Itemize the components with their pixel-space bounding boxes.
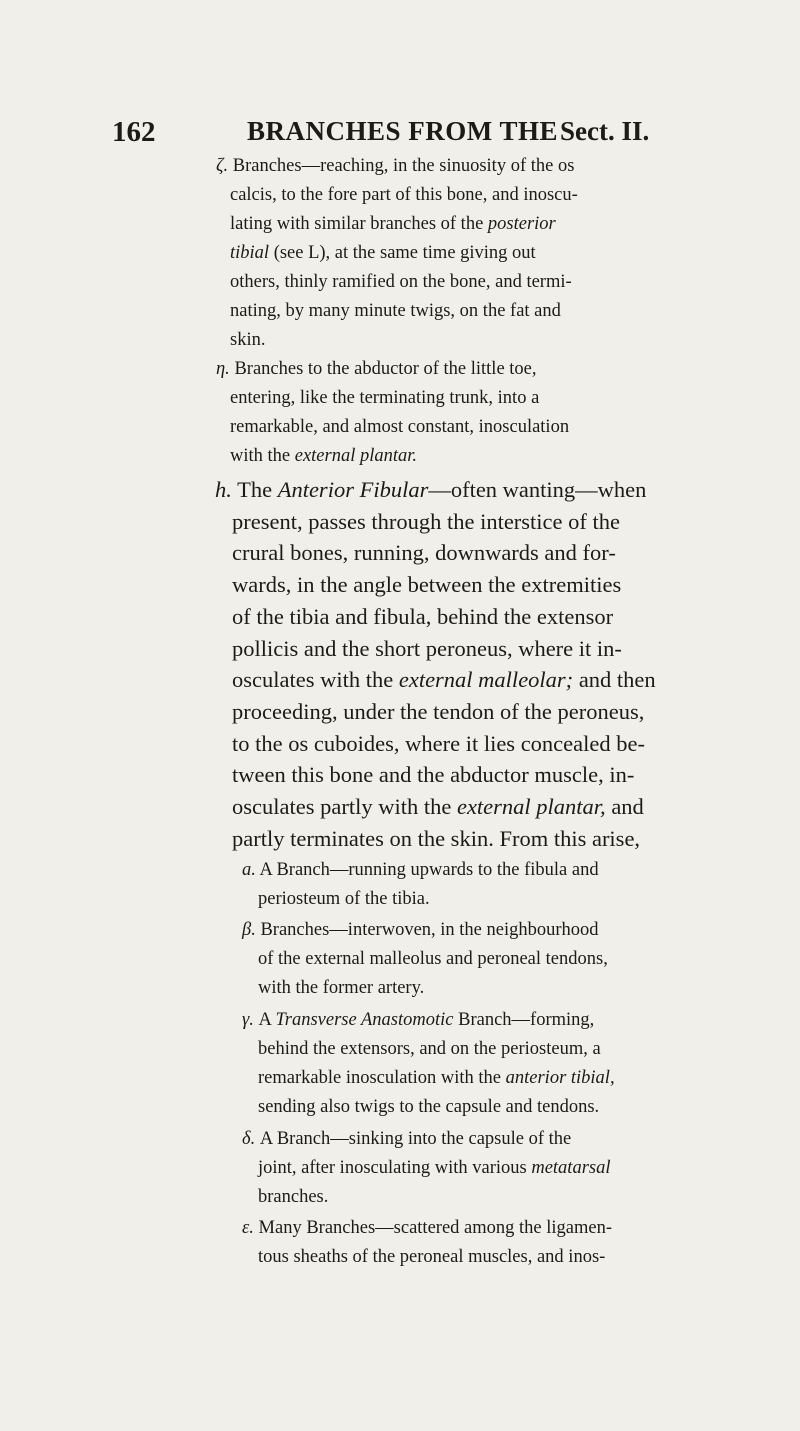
- paragraph-marker: η.: [216, 359, 230, 379]
- paragraph-delta: δ. A Branch—sinking into the capsule of the joint, after inosculating with various metatarsal branches.: [242, 1129, 611, 1207]
- paragraph-marker: δ.: [242, 1129, 256, 1149]
- paragraph-epsilon: ε. Many Branches—scattered among the ligamen- tous sheaths of the peroneal muscles, and inos-: [242, 1218, 612, 1267]
- paragraph-marker: h.: [215, 477, 232, 502]
- section-label: Sect. II.: [560, 116, 650, 146]
- paragraph-zeta: ζ. Branches—reaching, in the sinuosity of the os calcis, to the fore part of this bone, and inoscu- lating with similar branches of the posterior tibial (see L), at the same time giving out others, thinly ramified on the bone, and termi- nating, by many minute twigs, on the fat and skin.: [216, 156, 578, 350]
- running-header: [112, 116, 752, 156]
- paragraph-alpha: a. A Branch—running upwards to the fibula and periosteum of the tibia.: [242, 860, 599, 909]
- page-number: 162: [112, 116, 156, 148]
- paragraph-marker: a.: [242, 860, 256, 880]
- paragraph-marker: ζ.: [216, 156, 229, 176]
- paragraph-marker: β.: [242, 920, 256, 940]
- paragraph-marker: ε.: [242, 1218, 254, 1238]
- paragraph-beta: β. Branches—interwoven, in the neighbourhood of the external malleolus and peroneal tendons, with the former artery.: [242, 920, 608, 998]
- paragraph-eta: η. Branches to the abductor of the little toe, entering, like the terminating trunk, into a remarkable, and almost constant, inosculation with the external plantar.: [216, 359, 570, 466]
- paragraph-marker: γ.: [242, 1010, 254, 1030]
- running-title: BRANCHES FROM THE: [247, 116, 559, 146]
- paragraph-h: h. The Anterior Fibular—often wanting—when present, passes through the interstice of the crural bones, running, downwards and for- wards, in the angle between the extremities of the tibia and fibula, behind the extensor pollicis and the short peroneus, where it in- osculates with the external malleolar; and then proceeding, under the tendon of the peroneus, to the os cuboides, where it lies concealed be- tween this bone and the abductor muscle, in- osculates partly with the external plantar, and partly terminates on the skin. From this arise,: [215, 477, 656, 851]
- paragraph-gamma: γ. A Transverse Anastomotic Branch—forming, behind the extensors, and on the periosteum, a remarkable inosculation with the anterior tibial, sending also twigs to the capsule and tendons.: [242, 1010, 615, 1117]
